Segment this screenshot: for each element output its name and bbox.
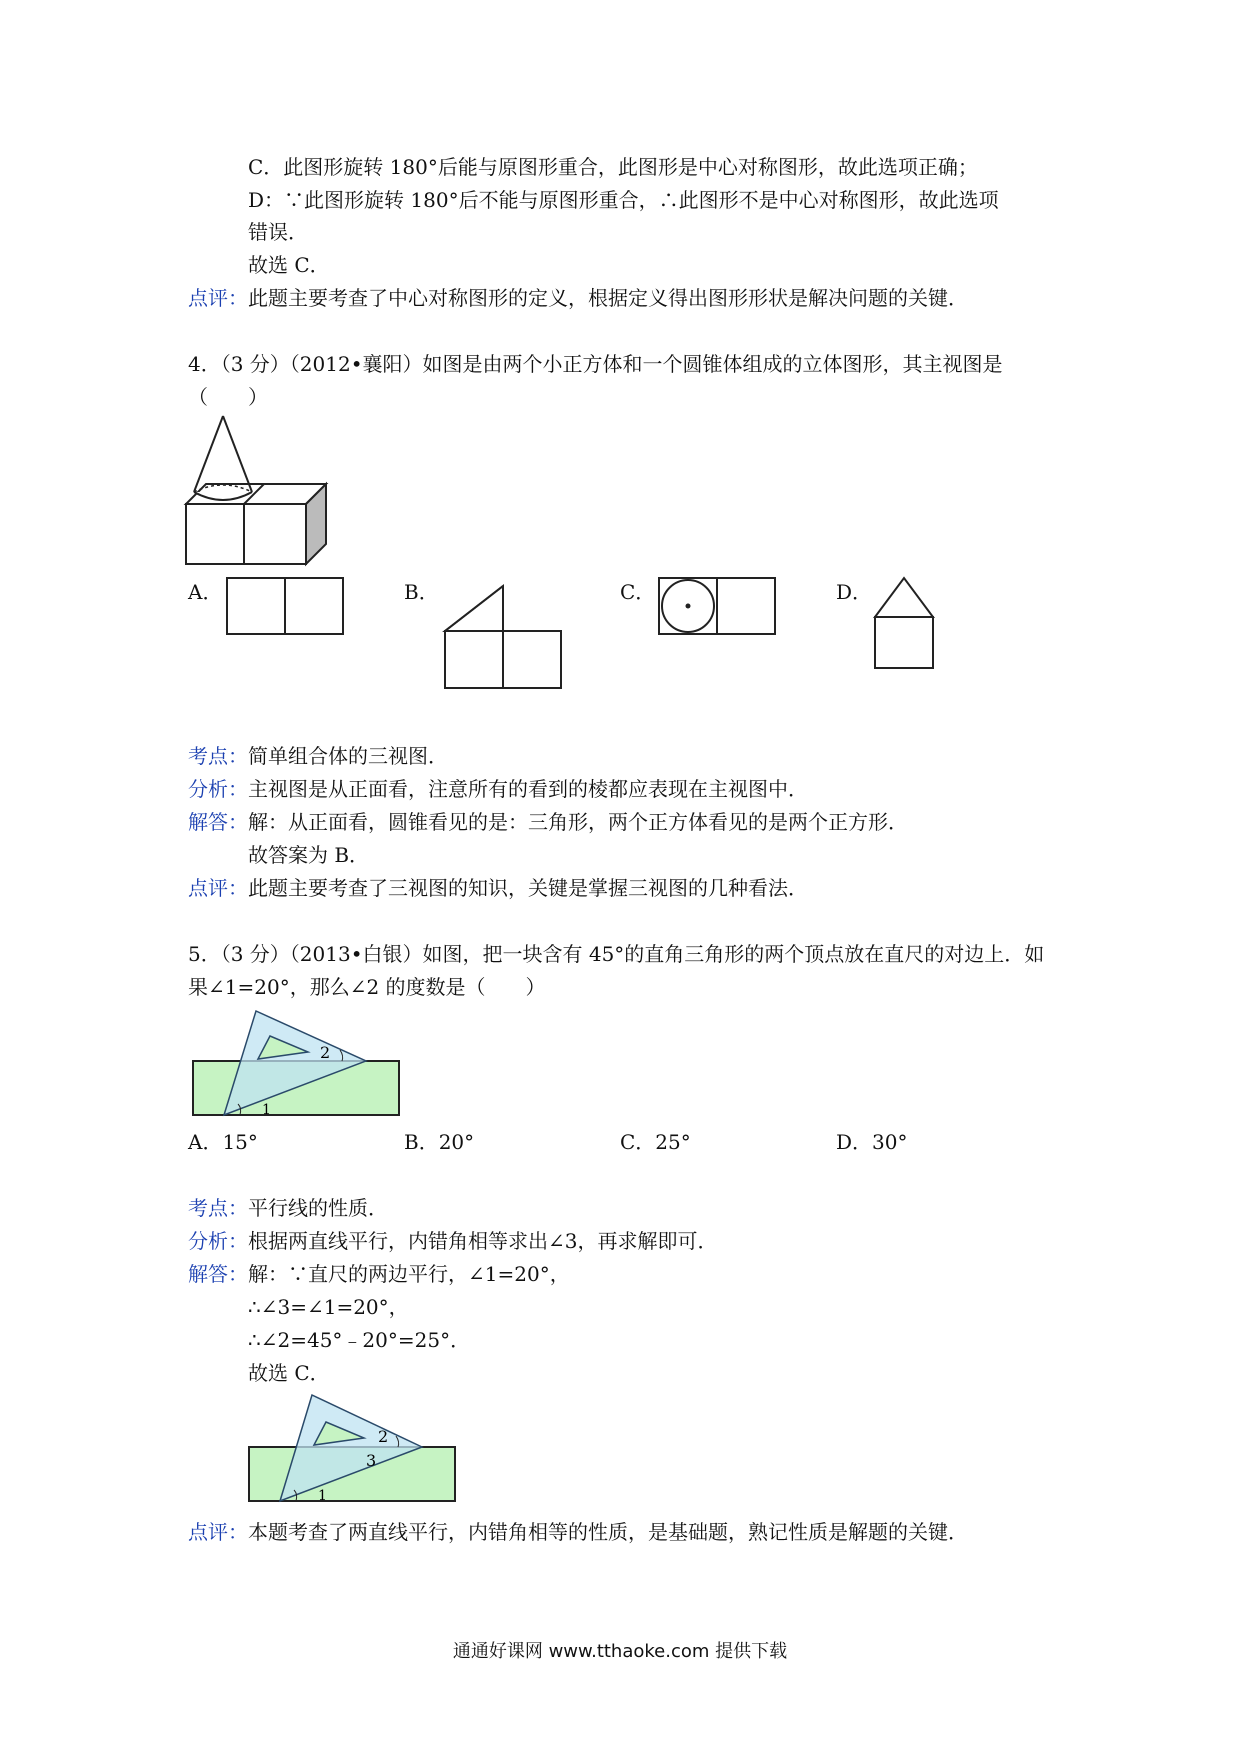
q5-sol-angle2-label: 2 — [378, 1427, 389, 1446]
q5-dianping — [188, 1518, 968, 1546]
fenxi-text: 根据两直线平行，内错角相等求出∠3，再求解即可． — [248, 1229, 718, 1253]
prev-option-c: C．此图形旋转 180°后能与原图形重合，此图形是中心对称图形，故此选项正确； — [248, 155, 978, 179]
dianping-label: 点评： — [188, 1520, 248, 1544]
kaodian-text: 平行线的性质． — [248, 1196, 388, 1220]
q5-step2: ∴∠3=∠1=20°， — [248, 1295, 409, 1319]
prev-option-d-line1: D：∵此图形旋转 180°后不能与原图形重合，∴此图形不是中心对称图形，故此选项 — [248, 188, 999, 212]
dianping-text: 本题考查了两直线平行，内错角相等的性质，是基础题，熟记性质是解题的关键． — [248, 1520, 968, 1544]
q4-jieda — [188, 808, 908, 836]
q5-ruler-triangle-figure — [192, 1010, 402, 1120]
q5-option-d: D．30° — [836, 1130, 908, 1154]
q5-option-a: A．15° — [188, 1130, 258, 1154]
q4-option-d-figure — [874, 577, 934, 669]
q4-option-c-figure — [658, 577, 776, 635]
comment-text: 此题主要考查了中心对称图形的定义，根据定义得出图形形状是解决问题的关键． — [248, 286, 968, 310]
q5-option-c: C．25° — [620, 1130, 691, 1154]
q5-sol-angle3-label: 3 — [366, 1451, 377, 1470]
q4-kaodian — [188, 742, 448, 770]
q5-solution-figure — [248, 1394, 458, 1506]
q5-kaodian — [188, 1194, 388, 1222]
kaodian-label: 考点： — [188, 744, 248, 768]
q4-option-c-label: C． — [620, 580, 656, 604]
dianping-label: 点评： — [188, 876, 248, 900]
kaodian-text: 简单组合体的三视图． — [248, 744, 448, 768]
jieda-text: 解：∵直尺的两边平行，∠1=20°， — [248, 1262, 570, 1286]
q5-stem-line2: 果∠1=20°，那么∠2 的度数是（ ） — [188, 975, 546, 999]
jieda-label: 解答： — [188, 1262, 248, 1286]
q4-option-a-figure — [226, 577, 344, 635]
q4-answer: 故答案为 B． — [248, 843, 370, 867]
q4-fenxi — [188, 775, 808, 803]
q4-option-a-label: A． — [188, 580, 223, 604]
page-footer: 通通好课网 www.tthaoke.com 提供下载 — [452, 1641, 788, 1662]
q5-angle1-label: 1 — [262, 1102, 271, 1118]
q4-dianping — [188, 874, 808, 902]
prev-comment — [188, 284, 968, 312]
q4-option-b-label: B． — [404, 580, 439, 604]
q4-solid-figure — [186, 416, 326, 566]
fenxi-label: 分析： — [188, 777, 248, 801]
kaodian-label: 考点： — [188, 1196, 248, 1220]
q5-sol-angle1-label: 1 — [318, 1488, 327, 1504]
q5-fenxi — [188, 1227, 717, 1255]
q4-option-b-figure — [444, 585, 562, 689]
q5-option-b: B．20° — [404, 1130, 475, 1154]
fenxi-text: 主视图是从正面看，注意所有的看到的棱都应表现在主视图中． — [248, 777, 808, 801]
comment-label: 点评： — [188, 286, 248, 310]
dianping-text: 此题主要考查了三视图的知识，关键是掌握三视图的几种看法． — [248, 876, 808, 900]
fenxi-label: 分析： — [188, 1229, 248, 1253]
jieda-text: 解：从正面看，圆锥看见的是：三角形，两个正方体看见的是两个正方形． — [248, 810, 908, 834]
q5-jieda — [188, 1260, 570, 1288]
q5-answer: 故选 C． — [248, 1361, 330, 1385]
q4-option-d-label: D． — [836, 580, 873, 604]
prev-option-d-line2: 错误． — [248, 220, 308, 244]
prev-answer: 故选 C． — [248, 253, 330, 277]
jieda-label: 解答： — [188, 810, 248, 834]
q4-stem-line2: （ ） — [188, 385, 268, 409]
q5-step3: ∴∠2=45°﹣20°=25°． — [248, 1328, 471, 1352]
q5-stem-line1: 5．（3 分）（2013•白银）如图，把一块含有 45°的直角三角形的两个顶点放在直尺的对边上．如 — [188, 942, 1045, 966]
q5-angle2-label: 2 — [320, 1043, 331, 1062]
q4-stem-line1: 4．（3 分）（2012•襄阳）如图是由两个小正方体和一个圆锥体组成的立体图形，其主视图是 — [188, 352, 1003, 376]
